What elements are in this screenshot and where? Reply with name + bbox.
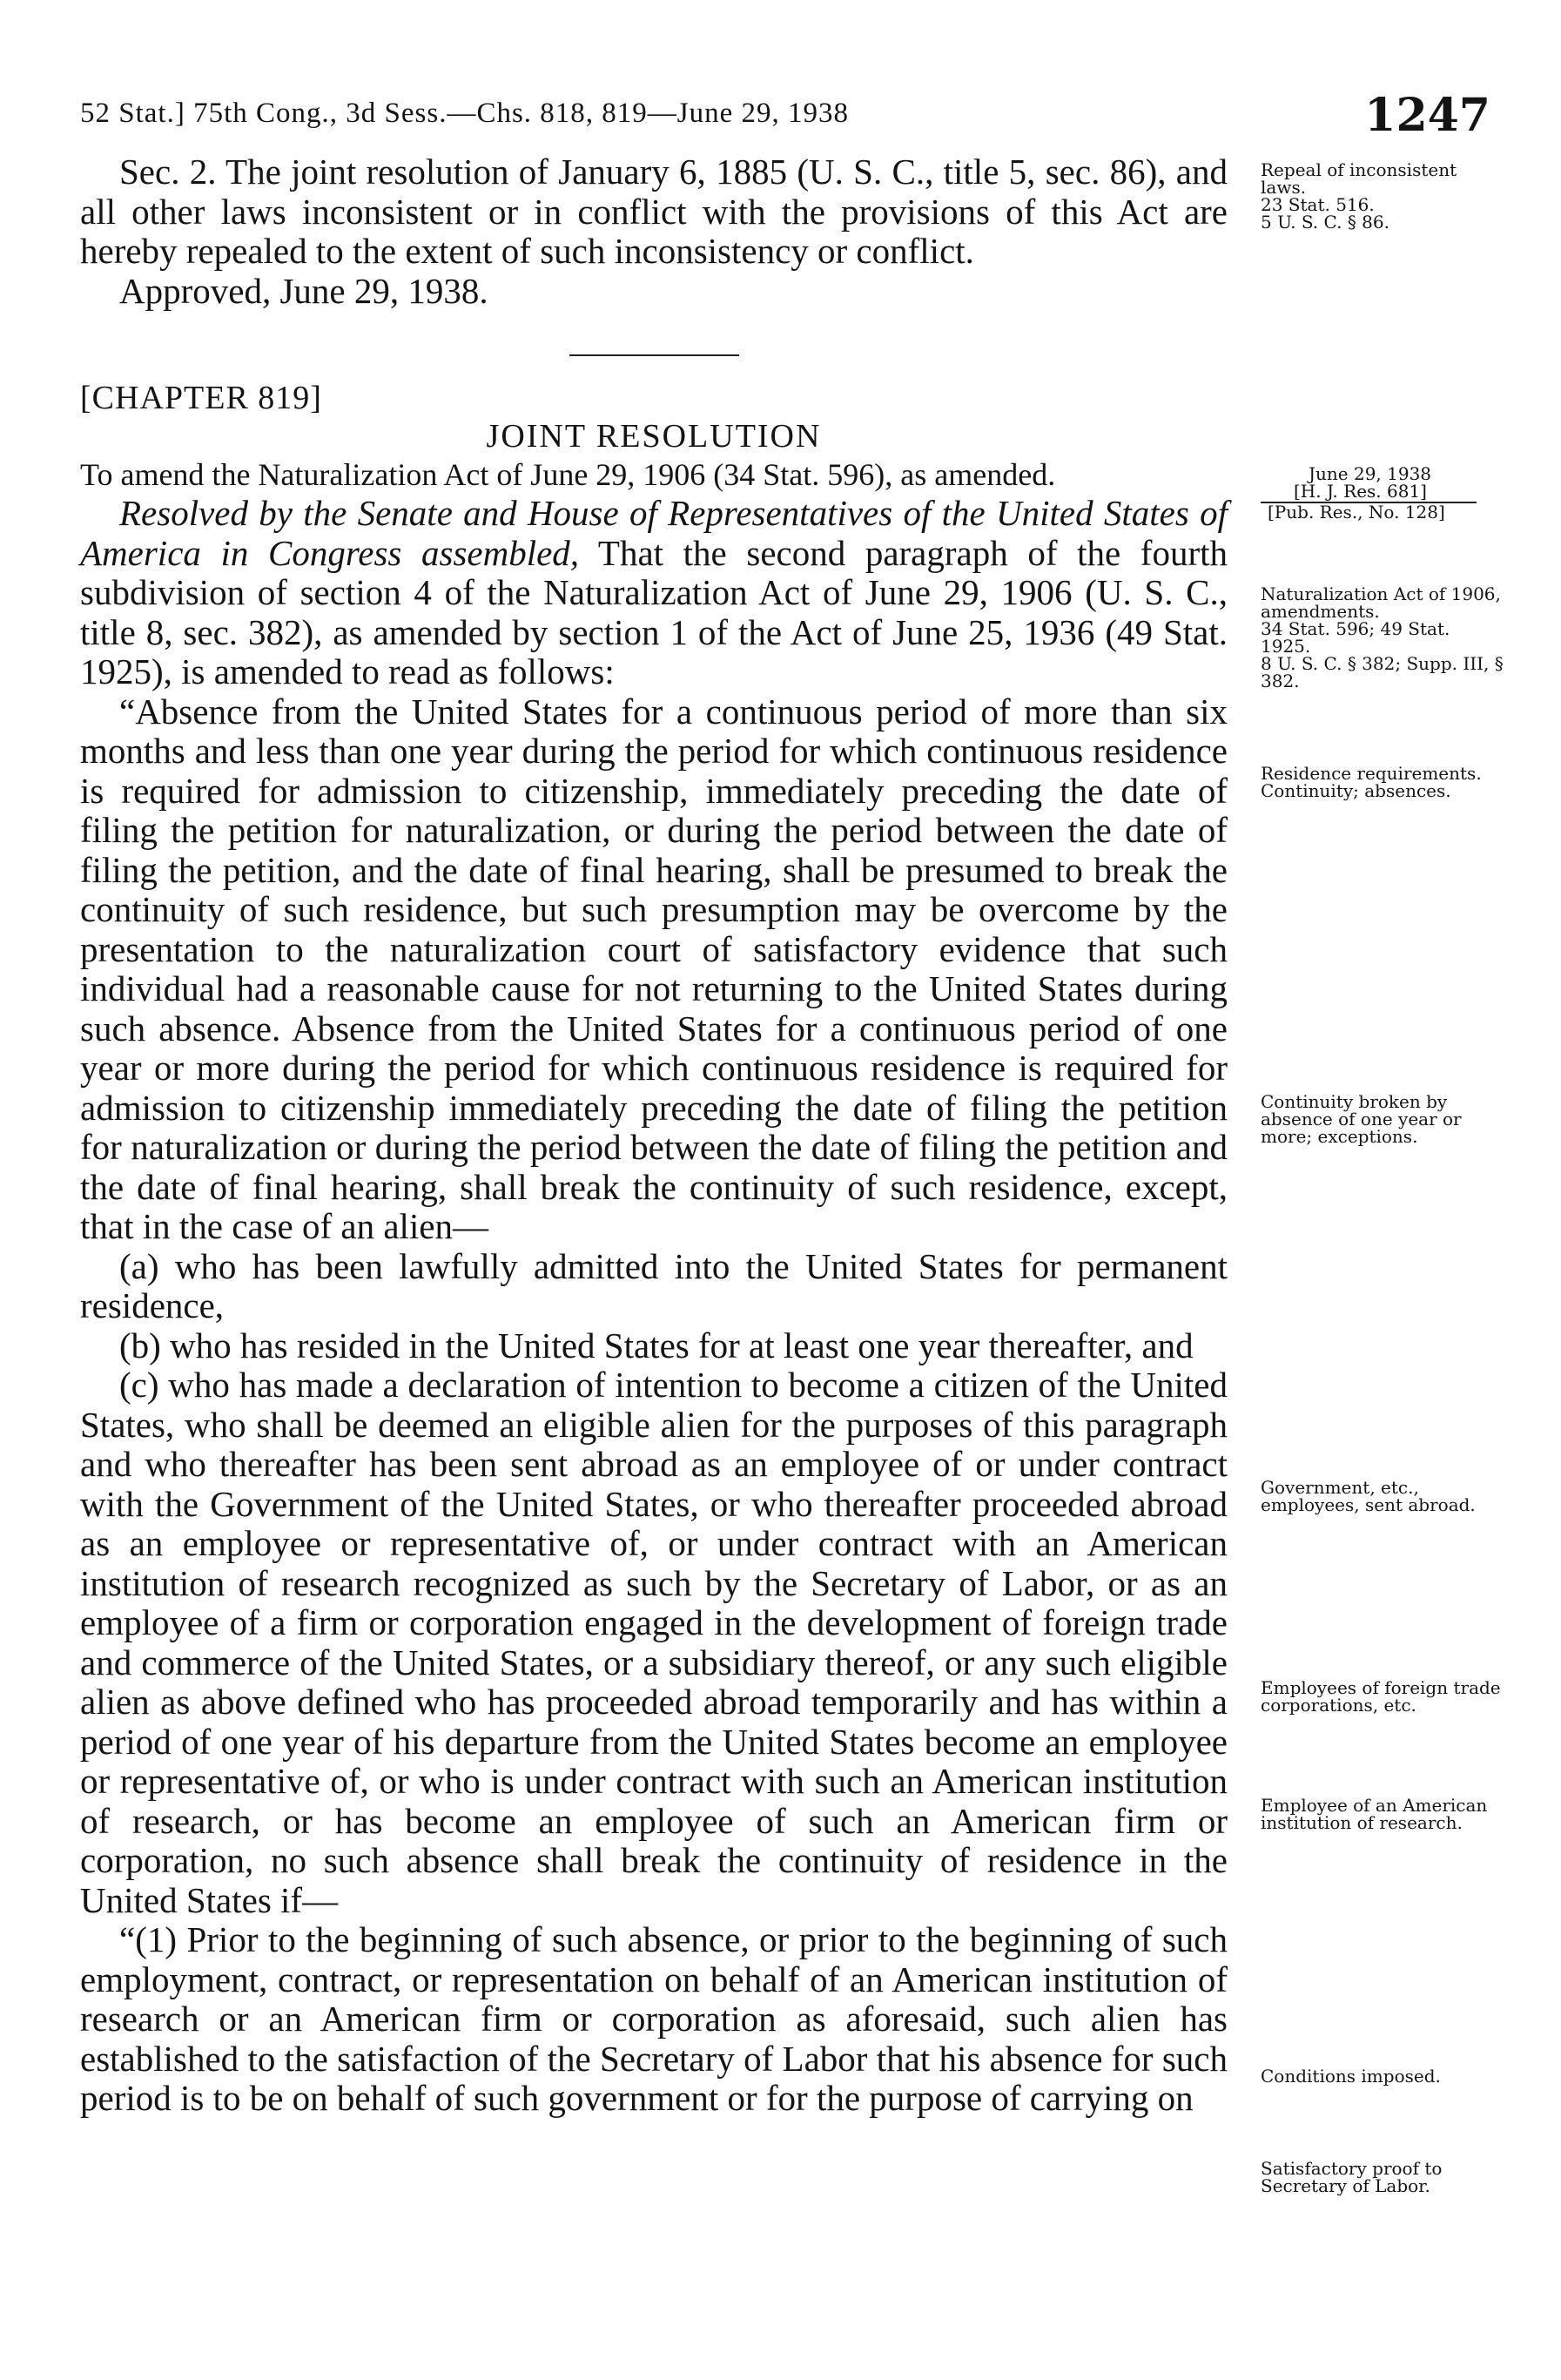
note-nat-cite-1: 34 Stat. 596; 49 Stat. 1925. (1261, 618, 1450, 657)
enacting-clause-italic: Resolved by the Senate and House of Representatives of the United States of America in Congress assembled, (80, 493, 1228, 573)
note-conditions: Conditions imposed. (1261, 2066, 1441, 2087)
clause-b: (b) who has resided in the United States for at least one year thereafter, and (119, 1325, 1194, 1365)
note-residence-title: Residence requirements. (1261, 763, 1482, 784)
enacting-clause (80, 494, 1228, 692)
note-government: Government, etc., employees, sent abroad. (1261, 1477, 1476, 1515)
page-number: 1247 (1364, 89, 1490, 142)
section-2-text: Sec. 2. The joint resolution of January 6, 1885 (U. S. C., title 5, sec. 86), and all other laws inconsistent or in conflict with the provisions of this Act are hereby repealed to the extent of such inconsistency or conflict. (80, 152, 1228, 271)
absence-paragraph: “Absence from the United States for a continuous period of more than six months and less than one year during the period for which continuous residence is required for admission to citizenship, immediately preceding the date of filing the petition for naturalization, or during the period between the date of filing the petition, and the date of final hearing, shall be presumed to break the continuity of such residence, but such presumption may be overcome by the presentation to the naturalization court of satisfactory evidence that such individual had a reasonable cause for not returning to the United States during such absence. Absence from the United States for a continuous period of one year or more during the period for which continuous residence is required for admission to citizenship immediately preceding the date of filing the petition for naturalization or during the period between the date of filing the petition and the date of final hearing, shall break the continuity of such residence, except, that in the case of an alien— (80, 691, 1228, 1246)
note-naturalization (1261, 585, 1504, 690)
note-nat-title: Naturalization Act of 1906, amendments. (1261, 583, 1501, 622)
joint-resolution-heading: JOINT RESOLUTION (486, 418, 822, 455)
note-nat-cite-2: 8 U. S. C. § 382; Supp. III, § 382. (1261, 653, 1504, 691)
divider-rule (569, 354, 739, 356)
note-continuity-title: Continuity; absences. (1261, 780, 1451, 801)
clause-c: (c) who has made a declaration of intention to become a citizen of the United States, who shall be deemed an eligible alien for the purposes of this paragraph and who thereafter has been sent abroad as an employee of or under contract with the Government of the United States, or who thereafter proceeded abroad as an employee or representative of, or under contract with an American institution of research recognized as such by the Secretary of Labor, or as an employee of a firm or corporation engaged in the development of foreign trade and commerce of the United States, or a subsidiary thereof, or any such eligible alien as above defined who has proceeded abroad temporarily and has within a period of one year of his departure from the United States become an employee or representative of, or who is under contract with such an American institution of research, or has become an employee of such an American firm or corporation, no such absence shall break the continuity of residence in the United States if— (80, 1365, 1228, 1920)
running-header (80, 89, 1490, 145)
clause-a: (a) who has been lawfully admitted into the United States for permanent residence, (80, 1245, 1228, 1325)
note-residence (1261, 765, 1504, 799)
note-repeal (1261, 161, 1504, 231)
note-continuity-broken: Continuity broken by absence of one year or more; exceptions. (1261, 1091, 1462, 1147)
header-citation: 52 Stat.] 75th Cong., 3d Sess.—Chs. 818, 819—June 29, 1938 (80, 98, 850, 129)
chapter-label: [CHAPTER 819] (80, 380, 322, 416)
main-text-column (80, 152, 1228, 2119)
resolution-title: To amend the Naturalization Act of June 29, 1906 (34 Stat. 596), as amended. (80, 457, 1056, 492)
approval-line: Approved, June 29, 1938. (119, 270, 488, 311)
note-hjres: [H. J. Res. 681] (1261, 482, 1477, 503)
note-repeal-cite-1: 23 Stat. 516. (1261, 194, 1375, 215)
clause-1: “(1) Prior to the beginning of such absence, or prior to the beginning of such employment, contract, or representation on behalf of an American institution of research or an American firm or corporation as aforesaid, such alien has established to the satisfaction of the Secretary of Labor that his absence for such period is to be on behalf of such government or for the purpose of carrying on (80, 1919, 1228, 2118)
enacting-clause-rest: That the second paragraph of the fourth subdivision of section 4 of the Naturalization Act of June 29, 1906 (U. S. C., title 8, sec. 382), as amended by section 1 of the Act of June 25, 1936 (49 Stat. 1925), is amended to read as follows: (80, 532, 1228, 691)
note-date: June 29, 1938 (1309, 463, 1432, 484)
note-research: Employee of an American institution of research. (1261, 1795, 1488, 1833)
note-foreign-trade: Employees of foreign trade corporations, etc. (1261, 1677, 1501, 1716)
note-date-block (1261, 465, 1504, 521)
note-repeal-cite-2: 5 U. S. C. § 86. (1261, 212, 1389, 233)
note-satisfactory: Satisfactory proof to Secretary of Labor. (1261, 2158, 1443, 2196)
note-repeal-title: Repeal of inconsistent laws. (1261, 159, 1457, 198)
note-pubres: [Pub. Res., No. 128] (1268, 502, 1445, 523)
